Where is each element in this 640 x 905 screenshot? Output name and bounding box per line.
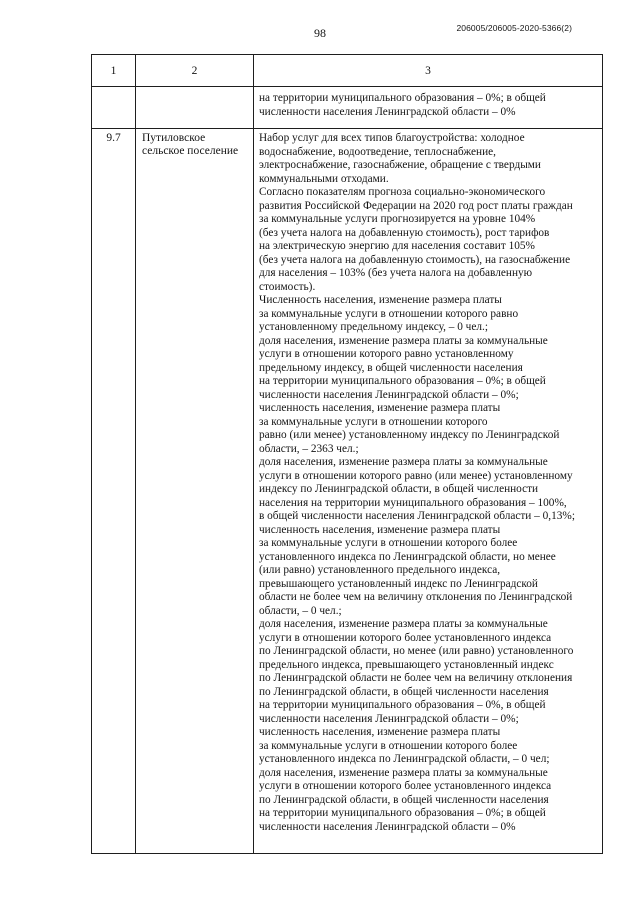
text-line: населения на территории муниципального образования – 100%,	[259, 496, 567, 509]
text-line: за коммунальные услуги в отношении которого более	[259, 739, 518, 752]
text-line: по Ленинградской области, в общей численности населения	[259, 685, 549, 698]
text-line: на территории муниципального образования – 0%; в общей	[259, 92, 546, 104]
text-line: стоимость).	[259, 280, 316, 293]
text-line: для населения – 103% (без учета налога на добавленную	[259, 267, 533, 279]
text-line: по Ленинградской области, в общей численности населения	[259, 793, 549, 806]
text-line: на территории муниципального образования – 0%; в общей	[259, 375, 546, 387]
text-line: за коммунальные услуги в отношении которого равно	[259, 307, 519, 320]
text-line: численность населения, изменение размера платы	[259, 523, 501, 536]
text-line: (или равно) установленного предельного индекса,	[259, 564, 501, 576]
text-line: численности населения Ленинградской области – 0%;	[259, 388, 519, 401]
text-line: на электрическую энергию для населения составит 105%	[259, 240, 535, 252]
text-line: превышающего установленный индекс по Ленинградской	[259, 577, 538, 590]
row-description	[254, 129, 603, 854]
text-line: численность населения, изменение размера платы	[259, 402, 501, 414]
tariff-table	[91, 54, 603, 854]
text-line: по Ленинградской области не более чем на величину отклонения	[259, 672, 573, 684]
text-line: области не более чем на величину отклонения по Ленинградской	[259, 591, 573, 603]
text-line: доля населения, изменение размера платы за коммунальные	[259, 766, 548, 779]
page-number: 98	[314, 26, 326, 40]
text-line: области, – 0 чел.;	[259, 604, 342, 617]
text-line: услуги в отношении которого более установленного индекса	[259, 780, 552, 792]
table-row	[92, 129, 603, 854]
text-line: водоснабжение, водоотведение, теплоснабжение,	[259, 145, 496, 158]
text-line: установленного индекса по Ленинградской области, – 0 чел;	[259, 753, 550, 765]
text-line: электроснабжение, газоснабжение, обращение с твердыми	[259, 159, 541, 171]
continuation-text	[254, 87, 603, 129]
row-number: 9.7	[92, 129, 136, 854]
text-line: предельного индекса, превышающего установленный индекс	[259, 658, 554, 671]
text-line: развития Российской Федерации на 2020 год рост платы граждан	[259, 199, 573, 212]
text-line: доля населения, изменение размера платы за коммунальные	[259, 618, 548, 630]
text-line: численности населения Ленинградской области – 0%	[259, 105, 516, 118]
text-line: услуги в отношении которого равно установленному	[259, 348, 514, 360]
text-line: за коммунальные услуги в отношении которого более	[259, 537, 518, 549]
continuation-cell-1	[92, 87, 136, 129]
text-line: на территории муниципального образования – 0%; в общей	[259, 807, 546, 819]
text-line: доля населения, изменение размера платы за коммунальные	[259, 334, 548, 347]
text-line: в общей численности населения Ленинградской области – 0,13%;	[259, 510, 575, 522]
text-line: установленного индекса по Ленинградской области, но менее	[259, 550, 556, 563]
column-header-1: 1	[92, 55, 136, 87]
column-header-2: 2	[136, 55, 254, 87]
text-line: услуги в отношении которого равно (или менее) установленному	[259, 469, 573, 482]
text-line: численности населения Ленинградской области – 0%;	[259, 712, 519, 725]
text-line: индексу по Ленинградской области, в общей численности	[259, 483, 539, 495]
text-line: численность населения, изменение размера платы	[259, 726, 501, 738]
settlement-name: Путиловское сельское поселение	[136, 129, 254, 854]
table-header-row	[92, 55, 603, 87]
text-line: равно (или менее) установленному индексу по Ленинградской	[259, 429, 560, 441]
continuation-cell-2	[136, 87, 254, 129]
text-line: доля населения, изменение размера платы за коммунальные	[259, 456, 548, 468]
text-line: услуги в отношении которого более установленного индекса	[259, 631, 552, 644]
text-line: области, – 2363 чел.;	[259, 442, 359, 455]
text-line: коммунальными отходами.	[259, 172, 389, 185]
text-line: установленному предельному индексу, – 0 чел.;	[259, 321, 488, 333]
text-line: Численность населения, изменение размера платы	[259, 294, 502, 306]
text-line: за коммунальные услуги в отношении которого	[259, 415, 488, 428]
text-line: по Ленинградской области, но менее (или равно) установленного	[259, 645, 574, 657]
text-line: предельному индексу, в общей численности населения	[259, 361, 523, 374]
document-code: 206005/206005-2020-5366(2)	[456, 23, 572, 33]
continuation-row	[92, 87, 603, 129]
text-line: Согласно показателям прогноза социально-экономического	[259, 186, 546, 198]
text-line: на территории муниципального образования – 0%, в общей	[259, 699, 546, 711]
column-header-3: 3	[254, 55, 603, 87]
text-line: Набор услуг для всех типов благоустройства: холодное	[259, 132, 525, 144]
text-line: (без учета налога на добавленную стоимость), рост тарифов	[259, 226, 550, 239]
text-line: (без учета налога на добавленную стоимость), на газоснабжение	[259, 253, 571, 266]
text-line: численности населения Ленинградской области – 0%	[259, 820, 516, 833]
text-line: за коммунальные услуги прогнозируется на уровне 104%	[259, 213, 536, 225]
